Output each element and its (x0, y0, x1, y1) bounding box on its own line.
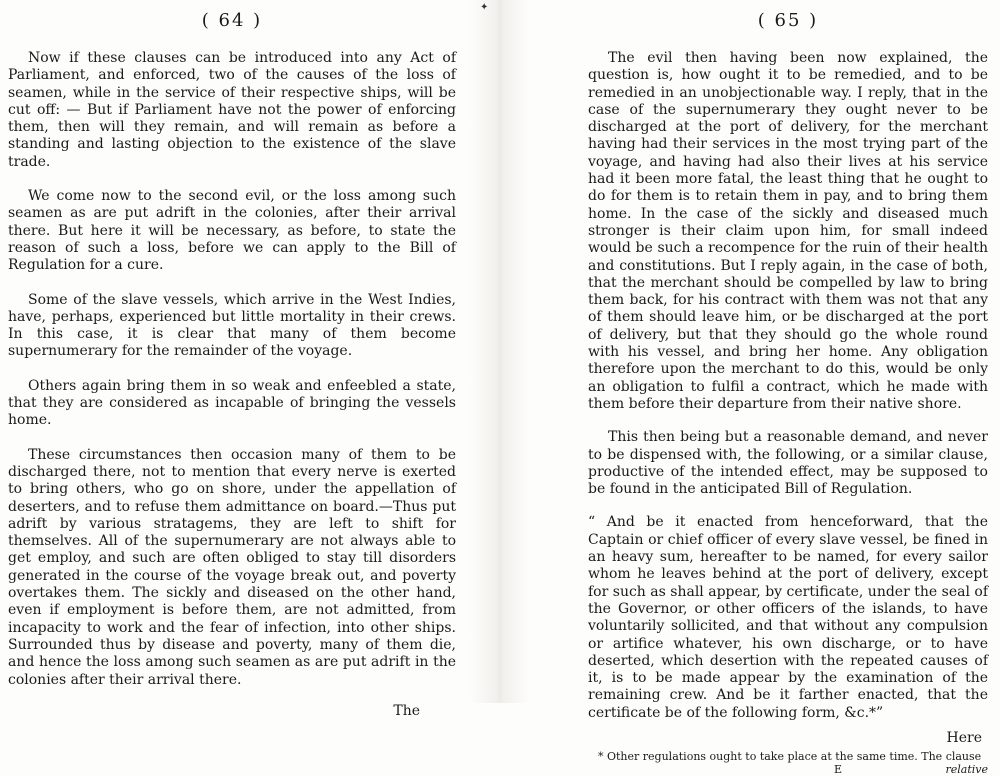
right-page-number: ( 65 ) (757, 10, 819, 31)
paragraph: These circumstances then occasion many of them to be discharged there, not to mention that every nerve is exerted to bring others, who go on shore, under the appellation of deserters, and to refuse them admittance on board.—Thus put adrift by various stratagems, they are left to shift for themselves. All of the supernumerary are not always able to get employ, and such are often obliged to stay till disorders generated in the course of the voyage break out, and poverty overtakes them. The sickly and diseased on the other hand, even if employment is before them, are not admitted, from incapacity to work and the fear of infection, into other ships. Surrounded thus by disease and poverty, many of them die, and hence the loss among such seamen as are put adrift in the colonies after their arrival there. (8, 446, 456, 688)
signature-mark: E (834, 762, 843, 776)
paragraph: Others again bring them in so weak and enfeebled a state, that they are considered as incapable of bringing the vessels home. (8, 377, 456, 429)
footnote-text: * Other regulations ought to take place at the same time. The clause (598, 749, 982, 763)
left-page (0, 0, 470, 719)
right-catchword: Here (946, 729, 982, 746)
quoted-clause: “ And be it enacted from henceforward, that the Captain or chief officer of every slave vessel, be fined in an heavy sum, hereafter to be named, for every sailor whom he leaves behind at the port of delivery, except for such as shall appear, by certificate, under the seal of the Governor, or other officers of the islands, to have voluntarily sollicited, and that without any compulsion or artifice whatever, his own discharge, or to have deserted, which desertion with the repeated causes of it, is to be made appear by the examination of the remaining crew. And be it farther enacted, that the certificate be of the following form, &c.*” (588, 514, 988, 721)
paragraph: Now if these clauses can be introduced into any Act of Parliament, and enforced, two of the causes of the loss of seamen, while in the service of their respective ships, will be cut off: — But if Parliament have not the power of enforcing them, then will they remain, and will remain as before a standing and lasting objection to the existence of the slave trade. (8, 50, 456, 170)
paragraph: Some of the slave vessels, which arrive in the West Indies, have, perhaps, experienced but little mortality in their crews. In this case, it is clear that many of them become supernumerary for the remainder of the voyage. (8, 291, 456, 360)
right-page (530, 0, 1000, 776)
paragraph: We come now to the second evil, or the loss among such seamen as are put adrift in the colonies, after their arrival there. But here it will be necessary, as before, to state the reason of such a loss, before we can apply to the Bill of Regulation for a cure. (8, 188, 456, 274)
paragraph: This then being but a reasonable demand, and never to be dispensed with, the following, or a similar clause, productive of the intended effect, may be supposed to be found in the anticipated Bill of Regulation. (588, 429, 988, 498)
paragraph: The evil then having been now explained, the question is, how ought it to be remedied, and to be remedied in an unobjectionable way. I reply, that in the case of the supernumerary they ought never to be discharged at the port of delivery, for the merchant having had their services in the most trying part of the voyage, and having had also their lives at his service had it been more fatal, the least thing that he ought to do for them is to retain them in pay, and to bring them home. In the case of the sickly and diseased much stronger is their claim upon him, for small indeed would be such a recompence for the ruin of their health and constitutions. But I reply again, in the case of both, that the merchant should be compelled by law to bring them back, for his contract with them was not that any of them should leave him, or be discharged at the port of delivery, but that they should go the whole round with his vessel, and bring her home. Any obligation therefore upon the merchant to do this, would be only an obligation to fulfil a contract, which he made with them before their departure from their native shore. (588, 50, 988, 412)
left-catchword: The (393, 702, 420, 719)
footnote (588, 749, 988, 776)
left-page-number: ( 64 ) (201, 10, 263, 31)
footnote-catchword: relative (945, 762, 988, 776)
ornament-mark: ✦ (480, 2, 489, 13)
book-gutter (470, 0, 530, 703)
